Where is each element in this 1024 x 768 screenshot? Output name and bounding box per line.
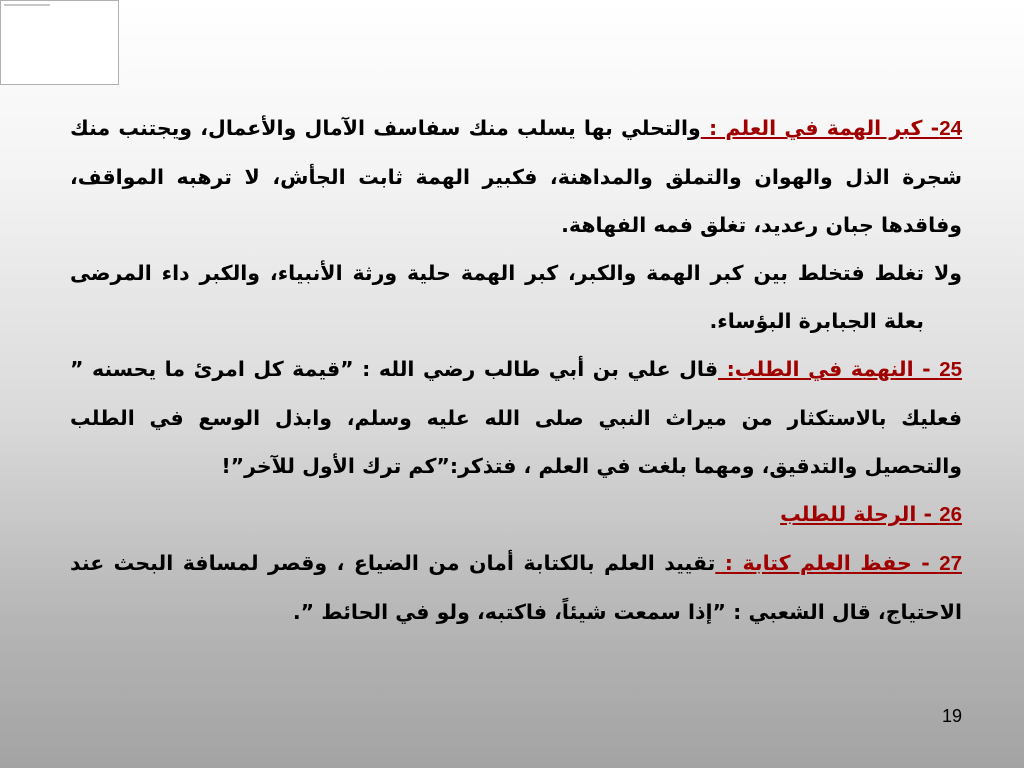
- item-number: 25: [939, 358, 962, 381]
- item-number: 27: [939, 552, 962, 575]
- paragraph-note: [70, 249, 962, 345]
- item-text: ولا تغلط فتخلط بين كبر الهمة والكبر، كبر الهمة حلية ورثة الأنبياء، والكبر داء المرضى بعلة الجبابرة البؤساء.: [70, 261, 962, 333]
- item-number: 24: [939, 117, 963, 140]
- item-heading: - النهمة في الطلب:: [718, 357, 940, 381]
- item-heading: - حفظ العلم كتابة :: [715, 551, 940, 575]
- item-text: والتحلي بها يسلب منك سفاسف الآمال والأعمال، ويجتنب منك شجرة الذل والهوان والتملق والمداهنة، فكبير الهمة ثابت الجأش، لا ترهبه المواقف، وفاقدها جبان رعديد، تغلق فمه الفهاهة.: [70, 116, 962, 237]
- paragraph-25: [70, 345, 962, 490]
- item-heading: - الرحلة للطلب: [780, 502, 940, 526]
- item-heading: - كبر الهمة في العلم :: [700, 116, 940, 140]
- page-number: 19: [941, 706, 962, 726]
- item-text: تقييد العلم بالكتابة أمان من الضياع ، وقصر لمسافة البحث عند الاحتياج، قال الشعبي : ”إذا سمعت شيئاً، فاكتبه، ولو في الحائط ”.: [70, 551, 962, 624]
- thumbnail-caption-line: [4, 4, 50, 6]
- item-text: قال علي بن أبي طالب رضي الله : ”قيمة كل امرئ ما يحسنه ” فعليك بالاستكثار من ميراث النبي صلى الله عليه وسلم، وابذل الوسع في الطلب والتحصيل والتدقيق، ومهما بلغت في العلم ، فتذكر:”كم ترك الأول للآخر”!: [70, 357, 962, 478]
- paragraph-26: [70, 490, 962, 539]
- paragraph-27: [70, 539, 962, 636]
- item-number: 26: [939, 503, 962, 526]
- slide-thumbnail: [0, 0, 119, 85]
- slide-body-text: [70, 104, 962, 636]
- paragraph-24: [70, 104, 962, 249]
